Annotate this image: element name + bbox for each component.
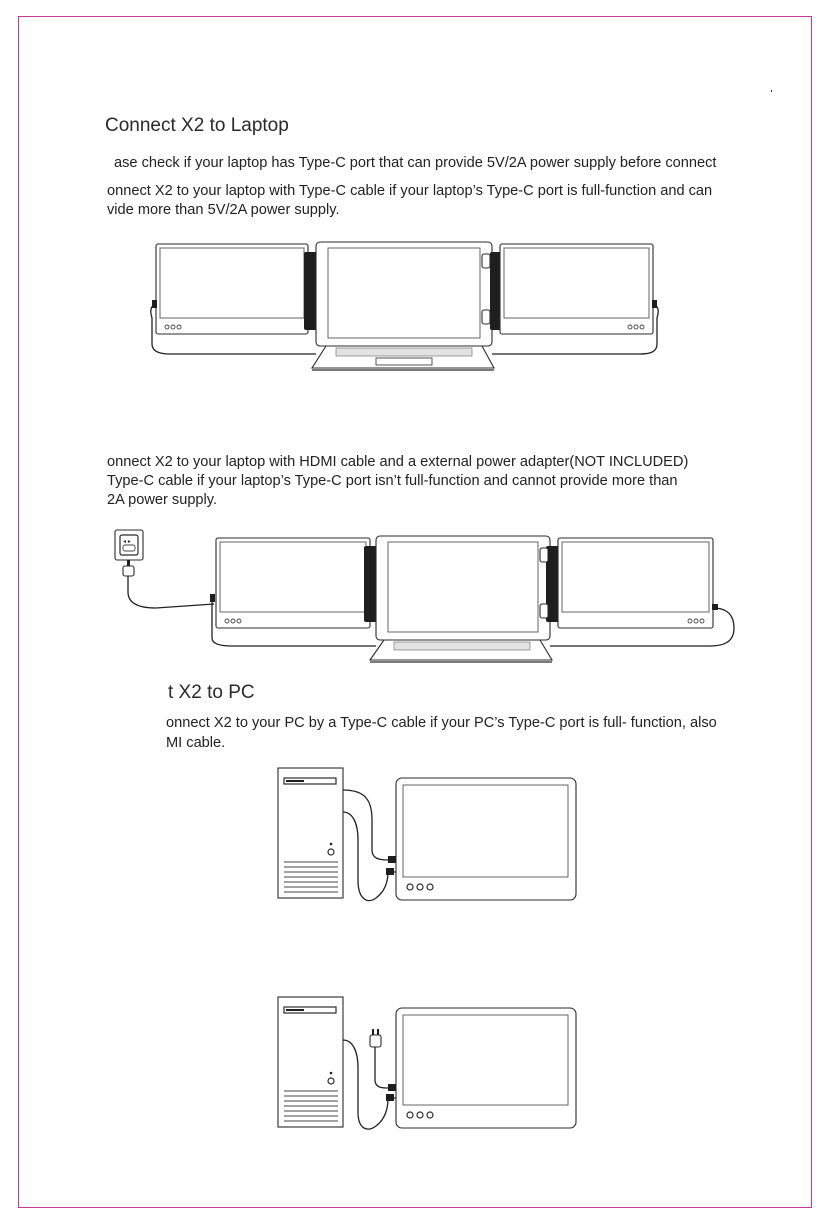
laptop-step2-line3: 2A power supply. (107, 492, 218, 508)
svg-text:◂ ▸: ◂ ▸ (123, 538, 131, 545)
power-plug-icon (370, 1029, 381, 1047)
laptop-power-note: ase check if your laptop has Type-C port that can provide 5V/2A power supply before connect (114, 155, 717, 171)
laptop-step1-line1: onnect X2 to your laptop with Type-C cable if your laptop’s Type-C port is full-function and can (107, 183, 713, 199)
pc-tower-icon (278, 997, 343, 1127)
laptop-step2-line1: onnect X2 to your laptop with HDMI cable and a external power adapter(NOT INCLUDED) (107, 454, 689, 470)
laptop-step1-line2: vide more than 5V/2A power supply. (107, 202, 340, 218)
pc-step-line2: MI cable. (166, 735, 226, 751)
section-heading-laptop: Connect X2 to Laptop (105, 115, 289, 136)
pc-step-line1: onnect X2 to your PC by a Type-C cable if your PC’s Type-C port is full- function, also (166, 715, 717, 731)
section-heading-pc: t X2 to PC (168, 682, 255, 703)
laptop-step2-line2: Type-C cable if your laptop’s Type-C port isn’t full-function and cannot provide more than (107, 473, 678, 489)
monitor-icon (396, 1008, 576, 1128)
